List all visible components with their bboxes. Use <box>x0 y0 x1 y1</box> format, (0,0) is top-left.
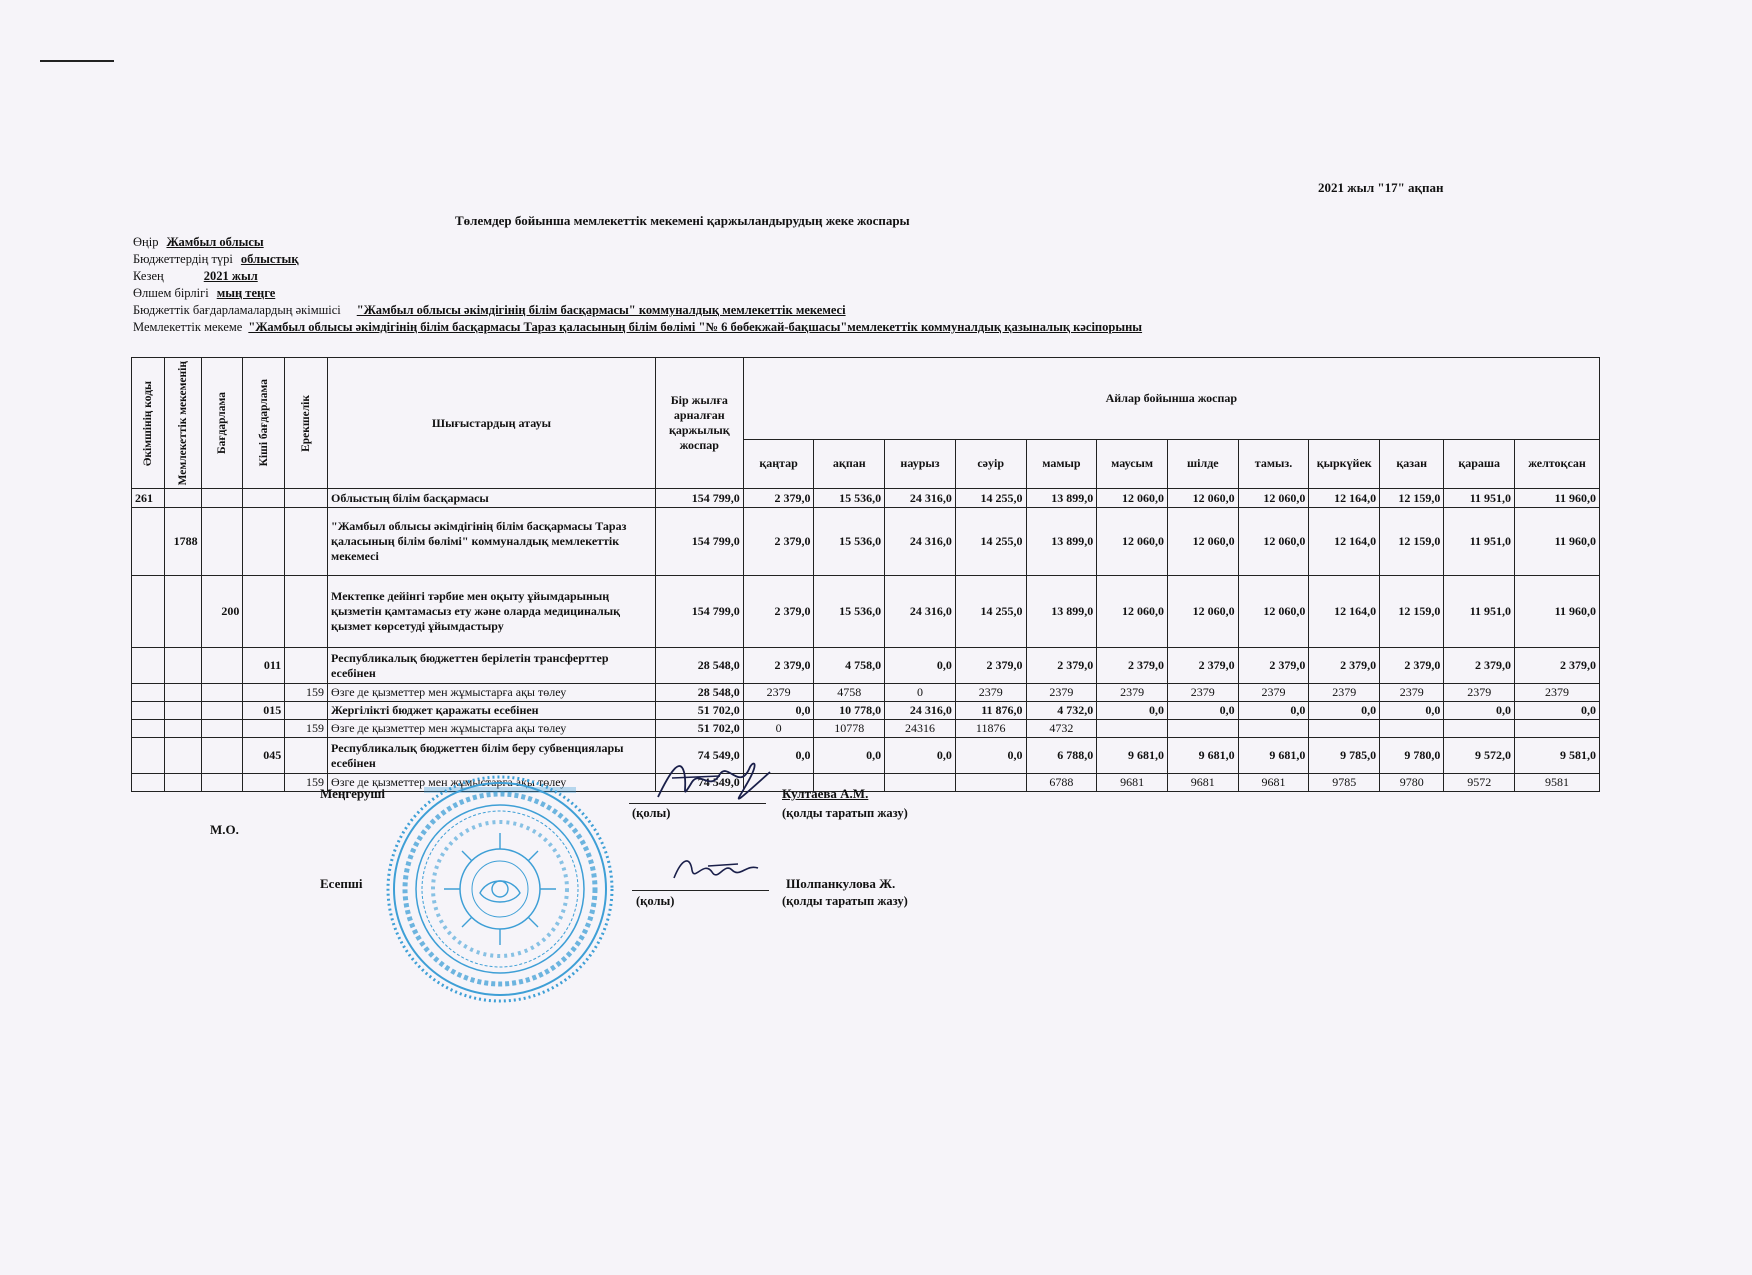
month-value: 2 379,0 <box>1026 648 1097 684</box>
accountant-signature <box>668 852 768 890</box>
month-value: 15 536,0 <box>814 489 885 508</box>
month-value: 12 164,0 <box>1309 508 1380 576</box>
document-meta <box>133 234 1142 336</box>
header-month: сәуір <box>955 439 1026 489</box>
month-value: 2 379,0 <box>743 508 814 576</box>
month-value: 11 960,0 <box>1515 489 1600 508</box>
official-stamp <box>384 773 616 1005</box>
month-value: 9581 <box>1515 774 1600 792</box>
header-admin-code: Әкімшінің коды <box>132 358 165 489</box>
month-value: 11 960,0 <box>1515 576 1600 648</box>
month-value: 12 060,0 <box>1238 489 1309 508</box>
month-value: 0,0 <box>885 648 956 684</box>
code-specific <box>285 648 328 684</box>
month-value: 0,0 <box>1167 702 1238 720</box>
month-value: 12 164,0 <box>1309 576 1380 648</box>
code-program <box>201 738 243 774</box>
meta-value: облыстық <box>240 252 299 266</box>
header-month: қараша <box>1444 439 1515 489</box>
head-sign-caption: (қолы) <box>632 806 671 820</box>
month-value: 12 164,0 <box>1309 489 1380 508</box>
table-row <box>132 738 1600 774</box>
code-subprogram <box>243 508 285 576</box>
table-row <box>132 648 1600 684</box>
accountant-sign-caption: (қолы) <box>636 894 675 908</box>
month-value: 2 379,0 <box>1167 648 1238 684</box>
month-value: 4 732,0 <box>1026 702 1097 720</box>
code-admin <box>132 648 165 684</box>
header-specific: Ерекшелік <box>285 358 328 489</box>
month-value: 11 951,0 <box>1444 489 1515 508</box>
month-value: 12 060,0 <box>1238 508 1309 576</box>
code-program <box>201 702 243 720</box>
month-value: 0 <box>743 720 814 738</box>
meta-institution <box>133 319 1142 336</box>
annual-plan-value: 154 799,0 <box>655 489 743 508</box>
month-value: 0,0 <box>1097 702 1168 720</box>
code-subprogram: 015 <box>243 702 285 720</box>
month-value: 11 960,0 <box>1515 508 1600 576</box>
month-value: 2379 <box>1167 684 1238 702</box>
annual-plan-value: 51 702,0 <box>655 720 743 738</box>
meta-value: Жамбыл облысы <box>166 235 264 249</box>
meta-unit <box>133 285 1142 302</box>
code-subprogram: 045 <box>243 738 285 774</box>
expense-name: Облыстың білім басқармасы <box>328 489 656 508</box>
annual-plan-value: 74 549,0 <box>655 774 743 792</box>
table-body <box>132 489 1600 792</box>
code-institution: 1788 <box>165 508 201 576</box>
code-program <box>201 508 243 576</box>
month-value: 15 536,0 <box>814 508 885 576</box>
month-value: 2 379,0 <box>1444 648 1515 684</box>
accountant-decoded-caption: (қолды таратып жазу) <box>782 894 908 908</box>
month-value: 10778 <box>814 720 885 738</box>
code-specific <box>285 738 328 774</box>
expense-name: Республикалық бюджеттен білім беру субвенциялары есебінен <box>328 738 656 774</box>
header-month: мамыр <box>1026 439 1097 489</box>
month-value: 9 681,0 <box>1097 738 1168 774</box>
code-program <box>201 774 243 792</box>
month-value: 9681 <box>1097 774 1168 792</box>
meta-label: Мемлекеттік мекеме <box>133 320 243 334</box>
head-name: Култаева А.М. <box>782 786 869 801</box>
month-value: 24 316,0 <box>885 576 956 648</box>
annual-plan-value: 154 799,0 <box>655 508 743 576</box>
month-value: 9 572,0 <box>1444 738 1515 774</box>
month-value: 9 681,0 <box>1167 738 1238 774</box>
code-institution <box>165 684 201 702</box>
month-value: 2379 <box>1380 684 1444 702</box>
month-value: 14 255,0 <box>955 508 1026 576</box>
month-value <box>1309 720 1380 738</box>
code-admin <box>132 738 165 774</box>
month-value <box>1167 720 1238 738</box>
month-value: 6788 <box>1026 774 1097 792</box>
meta-value: 2021 жыл <box>203 269 258 283</box>
month-value: 11 951,0 <box>1444 508 1515 576</box>
month-value: 12 060,0 <box>1238 576 1309 648</box>
meta-region <box>133 234 1142 251</box>
month-value: 12 060,0 <box>1167 489 1238 508</box>
month-value: 4758 <box>814 684 885 702</box>
header-annual-plan: Бір жылға арналған қаржылық жоспар <box>655 358 743 489</box>
month-value: 2 379,0 <box>955 648 1026 684</box>
code-program <box>201 489 243 508</box>
header-month: ақпан <box>814 439 885 489</box>
month-value: 0,0 <box>885 738 956 774</box>
meta-label: Бюджеттердің түрі <box>133 252 233 266</box>
month-value: 0,0 <box>1309 702 1380 720</box>
table-row <box>132 684 1600 702</box>
meta-label: Өңір <box>133 235 159 249</box>
code-specific: 159 <box>285 720 328 738</box>
financing-plan-table <box>131 357 1600 792</box>
header-month: желтоқсан <box>1515 439 1600 489</box>
month-value: 0,0 <box>743 702 814 720</box>
month-value: 9 581,0 <box>1515 738 1600 774</box>
month-value: 2 379,0 <box>743 576 814 648</box>
month-value: 6 788,0 <box>1026 738 1097 774</box>
code-institution <box>165 774 201 792</box>
accountant-name: Шолпанкулова Ж. <box>786 876 896 891</box>
code-admin <box>132 508 165 576</box>
code-program <box>201 648 243 684</box>
month-value: 0,0 <box>1515 702 1600 720</box>
month-value: 4 758,0 <box>814 648 885 684</box>
month-value: 9 785,0 <box>1309 738 1380 774</box>
expense-name: Өзге де қызметтер мен жұмыстарға ақы төлеу <box>328 684 656 702</box>
header-state-institution: Мемлекеттік мекеменің <box>165 358 201 489</box>
table-row <box>132 508 1600 576</box>
code-admin <box>132 702 165 720</box>
month-value: 2 379,0 <box>1380 648 1444 684</box>
annual-plan-value: 74 549,0 <box>655 738 743 774</box>
code-program <box>201 684 243 702</box>
month-value: 13 899,0 <box>1026 576 1097 648</box>
month-value: 0,0 <box>1444 702 1515 720</box>
expense-name: Өзге де қызметтер мен жұмыстарға ақы төлеу <box>328 774 656 792</box>
month-value: 9 681,0 <box>1238 738 1309 774</box>
meta-label: Өлшем бірлігі <box>133 286 209 300</box>
header-month: қазан <box>1380 439 1444 489</box>
code-admin <box>132 720 165 738</box>
month-value: 12 060,0 <box>1097 489 1168 508</box>
table-row <box>132 576 1600 648</box>
meta-administrator <box>133 302 1142 319</box>
month-value: 2379 <box>1238 684 1309 702</box>
code-institution <box>165 738 201 774</box>
month-value: 13 899,0 <box>1026 489 1097 508</box>
head-signature <box>650 752 780 812</box>
header-month: наурыз <box>885 439 956 489</box>
month-value <box>885 774 956 792</box>
month-value: 11876 <box>955 720 1026 738</box>
code-institution <box>165 648 201 684</box>
expense-name: Жергілікті бюджет қаражаты есебінен <box>328 702 656 720</box>
month-value: 2379 <box>1309 684 1380 702</box>
month-value <box>955 774 1026 792</box>
month-value: 12 060,0 <box>1097 576 1168 648</box>
month-value: 2 379,0 <box>1238 648 1309 684</box>
month-value: 2379 <box>955 684 1026 702</box>
stamp-place-label: М.О. <box>210 822 239 837</box>
head-decoded-caption: (қолды таратып жазу) <box>782 806 908 820</box>
code-institution <box>165 489 201 508</box>
header-month: қыркүйек <box>1309 439 1380 489</box>
code-specific <box>285 508 328 576</box>
month-value: 0,0 <box>955 738 1026 774</box>
month-value <box>1380 720 1444 738</box>
header-monthly-plan: Айлар бойынша жоспар <box>743 358 1599 440</box>
month-value: 9785 <box>1309 774 1380 792</box>
accountant-role-label: Есепші <box>320 876 363 891</box>
month-value: 9780 <box>1380 774 1444 792</box>
month-value: 24316 <box>885 720 956 738</box>
meta-value: мың теңге <box>216 286 276 300</box>
month-value: 0,0 <box>743 738 814 774</box>
code-subprogram <box>243 684 285 702</box>
code-specific <box>285 489 328 508</box>
header-program: Бағдарлама <box>201 358 243 489</box>
meta-period <box>133 268 1142 285</box>
month-value: 2 379,0 <box>1097 648 1168 684</box>
month-value: 2 379,0 <box>743 648 814 684</box>
month-value: 2379 <box>1515 684 1600 702</box>
month-value: 0,0 <box>1238 702 1309 720</box>
header-expense-name: Шығыстардың атауы <box>328 358 656 489</box>
document-date: 2021 жыл "17" ақпан <box>1318 180 1444 195</box>
month-value: 12 060,0 <box>1097 508 1168 576</box>
header-subprogram: Кіші бағдарлама <box>243 358 285 489</box>
month-value: 15 536,0 <box>814 576 885 648</box>
code-institution <box>165 576 201 648</box>
table-row <box>132 702 1600 720</box>
annual-plan-value: 51 702,0 <box>655 702 743 720</box>
table-row <box>132 720 1600 738</box>
month-value: 9681 <box>1238 774 1309 792</box>
header-month: маусым <box>1097 439 1168 489</box>
code-admin <box>132 576 165 648</box>
code-subprogram <box>243 576 285 648</box>
code-admin <box>132 774 165 792</box>
month-value <box>1515 720 1600 738</box>
month-value: 9572 <box>1444 774 1515 792</box>
expense-name: Мектепке дейінгі тәрбие мен оқыту ұйымдарының қызметін қамтамасыз ету және оларда медициналық қызмет көрсетуді ұйымдастыру <box>328 576 656 648</box>
month-value: 2379 <box>1097 684 1168 702</box>
month-value: 12 159,0 <box>1380 489 1444 508</box>
scan-artifact-line <box>40 60 114 62</box>
annual-plan-value: 28 548,0 <box>655 648 743 684</box>
month-value: 11 951,0 <box>1444 576 1515 648</box>
meta-label: Бюджеттік бағдарламалардың әкімшісі <box>133 303 341 317</box>
month-value: 9 780,0 <box>1380 738 1444 774</box>
expense-name: Өзге де қызметтер мен жұмыстарға ақы төлеу <box>328 720 656 738</box>
month-value: 14 255,0 <box>955 489 1026 508</box>
document-title: Төлемдер бойынша мемлекеттік мекемені қаржыландырудың жеке жоспары <box>455 213 910 228</box>
month-value <box>1097 720 1168 738</box>
meta-value: "Жамбыл облысы әкімдігінің білім басқармасы Тараз қаласының білім бөлімі "№ 6 бөбекжай-бақшасы"мемлекеттік коммуналдық қазыналық кәсіпорыны <box>248 320 1143 334</box>
code-program: 200 <box>201 576 243 648</box>
month-value: 2379 <box>1444 684 1515 702</box>
header-month: шілде <box>1167 439 1238 489</box>
month-value: 2 379,0 <box>743 489 814 508</box>
code-subprogram: 011 <box>243 648 285 684</box>
code-subprogram <box>243 489 285 508</box>
month-value <box>1238 720 1309 738</box>
code-subprogram <box>243 774 285 792</box>
head-role-label: Меңгеруші <box>320 786 386 801</box>
meta-label: Кезең <box>133 269 164 283</box>
table-row <box>132 489 1600 508</box>
expense-name: Республикалық бюджеттен берілетін трансферттер есебінен <box>328 648 656 684</box>
month-value: 0,0 <box>1380 702 1444 720</box>
month-value: 4732 <box>1026 720 1097 738</box>
meta-budget-type <box>133 251 1142 268</box>
expense-name: "Жамбыл облысы әкімдігінің білім басқармасы Тараз қаласының білім бөлімі" коммуналдық мемлекеттік мекемесі <box>328 508 656 576</box>
month-value: 2379 <box>743 684 814 702</box>
month-value: 12 159,0 <box>1380 576 1444 648</box>
month-value: 12 060,0 <box>1167 576 1238 648</box>
month-value: 10 778,0 <box>814 702 885 720</box>
code-admin <box>132 684 165 702</box>
month-value: 24 316,0 <box>885 508 956 576</box>
month-value: 12 159,0 <box>1380 508 1444 576</box>
code-program <box>201 720 243 738</box>
month-value: 0 <box>885 684 956 702</box>
month-value: 24 316,0 <box>885 702 956 720</box>
code-specific <box>285 702 328 720</box>
month-value: 2 379,0 <box>1309 648 1380 684</box>
month-value: 14 255,0 <box>955 576 1026 648</box>
code-institution <box>165 702 201 720</box>
month-value: 11 876,0 <box>955 702 1026 720</box>
month-value: 12 060,0 <box>1167 508 1238 576</box>
header-month: қаңтар <box>743 439 814 489</box>
month-value: 2379 <box>1026 684 1097 702</box>
accountant-signature-line <box>632 890 769 891</box>
month-value: 24 316,0 <box>885 489 956 508</box>
annual-plan-value: 154 799,0 <box>655 576 743 648</box>
header-month: тамыз. <box>1238 439 1309 489</box>
annual-plan-value: 28 548,0 <box>655 684 743 702</box>
code-admin: 261 <box>132 489 165 508</box>
month-value: 2 379,0 <box>1515 648 1600 684</box>
code-specific: 159 <box>285 684 328 702</box>
code-subprogram <box>243 720 285 738</box>
code-specific: 159 <box>285 774 328 792</box>
month-value <box>1444 720 1515 738</box>
code-specific <box>285 576 328 648</box>
meta-value: "Жамбыл облысы әкімдігінің білім басқармасы" коммуналдық мемлекеттік мекемесі <box>356 303 846 317</box>
code-institution <box>165 720 201 738</box>
month-value: 13 899,0 <box>1026 508 1097 576</box>
month-value: 0,0 <box>814 738 885 774</box>
month-value: 9681 <box>1167 774 1238 792</box>
